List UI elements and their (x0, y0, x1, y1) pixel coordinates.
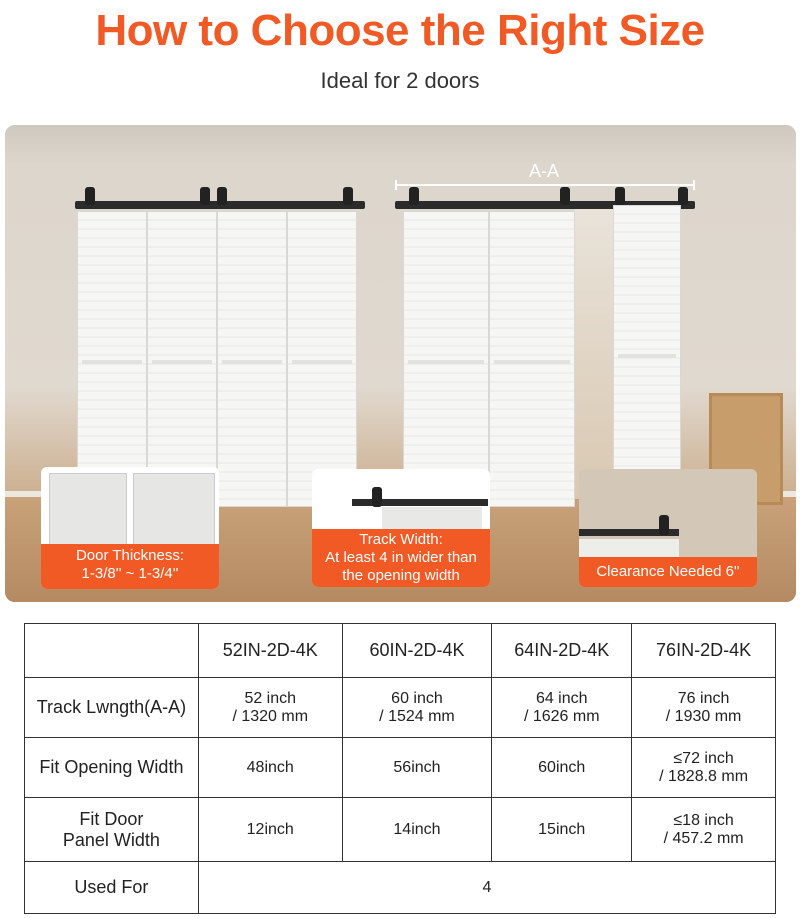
door-panel (489, 211, 575, 507)
table-cell: 64 inch / 1626 mm (492, 678, 632, 738)
product-photo (5, 125, 796, 602)
table-cell: 52 inch / 1320 mm (198, 678, 342, 738)
table-cell: ≤18 inch / 457.2 mm (632, 798, 776, 862)
row-label: Track Lwngth(A-A) (25, 678, 199, 738)
hanger (678, 187, 688, 205)
door-panel (147, 211, 217, 507)
size-table (24, 623, 776, 914)
door-panel-folded (613, 205, 681, 507)
hanger (343, 187, 353, 205)
door-panel (77, 211, 147, 507)
table-cell: 60 inch / 1524 mm (342, 678, 492, 738)
hanger (85, 187, 95, 205)
table-row (25, 738, 776, 798)
hanger (409, 187, 419, 205)
hanger (615, 187, 625, 205)
door-panel (287, 211, 357, 507)
dimension-tick (395, 180, 397, 190)
door-panel (403, 211, 489, 507)
table-cell: 4 (198, 862, 775, 914)
callout-line: Track Width: (359, 531, 443, 548)
dimension-tick (693, 180, 695, 190)
column-header: 64IN-2D-4K (492, 624, 632, 678)
callout-line: Clearance Needed 6'' (596, 563, 740, 580)
inset-track-width (312, 469, 490, 587)
table-row (25, 862, 776, 914)
callout-line: 1-3/8'' ~ 1-3/4'' (81, 565, 179, 582)
table-cell: 12inch (198, 798, 342, 862)
hanger (560, 187, 570, 205)
dimension-label: A-A (528, 161, 559, 181)
door-panel (217, 211, 287, 507)
table-cell: 15inch (492, 798, 632, 862)
table-cell: 56inch (342, 738, 492, 798)
callout-line: the opening width (342, 567, 460, 584)
table-cell: 48inch (198, 738, 342, 798)
column-header: 76IN-2D-4K (632, 624, 776, 678)
callout-line: At least 4 in wider than (325, 549, 477, 566)
callout-line: Door Thickness: (75, 547, 185, 564)
dimension-line (395, 184, 695, 186)
hanger (200, 187, 210, 205)
table-header-row (25, 624, 776, 678)
table-row (25, 678, 776, 738)
table-row (25, 798, 776, 862)
page-title: How to Choose the Right Size (95, 6, 705, 55)
column-header: 60IN-2D-4K (342, 624, 492, 678)
column-header: 52IN-2D-4K (198, 624, 342, 678)
ceiling (5, 125, 796, 165)
row-label: Used For (25, 862, 199, 914)
hanger (217, 187, 227, 205)
row-label: Fit Opening Width (25, 738, 199, 798)
table-cell: 14inch (342, 798, 492, 862)
table-cell: ≤72 inch / 1828.8 mm (632, 738, 776, 798)
table-corner-cell (25, 624, 199, 678)
table-cell: 76 inch / 1930 mm (632, 678, 776, 738)
page-subtitle: Ideal for 2 doors (320, 68, 480, 93)
inset-door-thickness (41, 467, 219, 589)
row-label: Fit Door Panel Width (25, 798, 199, 862)
inset-clearance (579, 469, 757, 587)
table-cell: 60inch (492, 738, 632, 798)
